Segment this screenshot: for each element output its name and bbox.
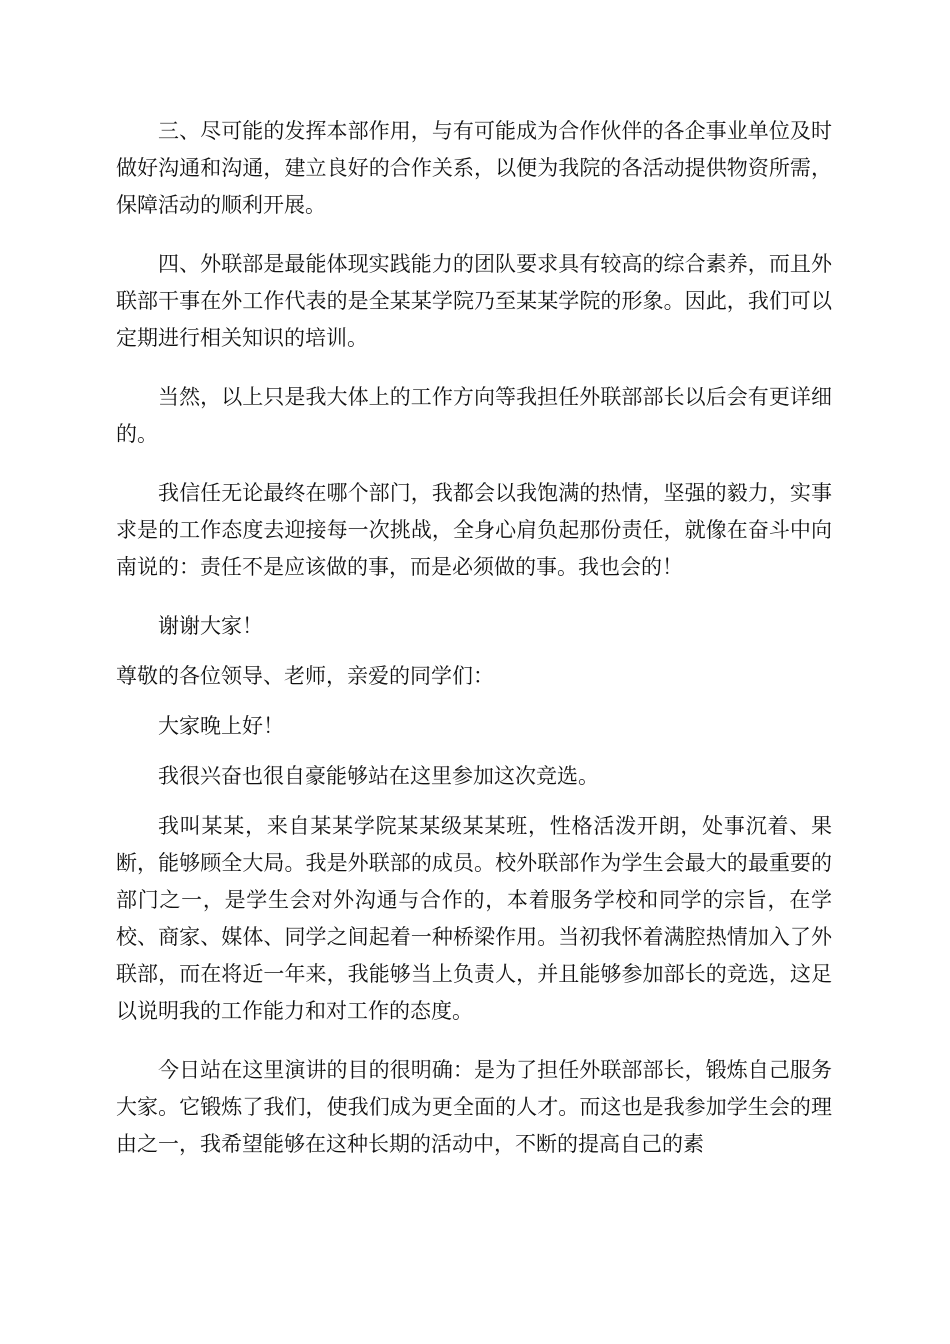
document-body: [116, 113, 832, 1185]
paragraph-thanks: 谢谢大家！: [158, 614, 263, 638]
paragraph-commitment: 我信任无论最终在哪个部门，我都会以我饱满的热情，坚强的毅力，实事求是的工作态度去迎接每一次挑战，全身心肩负起那份责任，就像在奋斗中向南说的：责任不是应该做的事，而是必须做的事。我也会的！: [116, 481, 832, 579]
paragraph-greeting: 大家晚上好！: [158, 714, 284, 738]
paragraph-salutation: 尊敬的各位领导、老师，亲爱的同学们：: [116, 664, 494, 688]
paragraph-excitement: 我很兴奋也很自豪能够站在这里参加这次竞选。: [158, 764, 599, 788]
paragraph-conclusion: 当然，以上只是我大体上的工作方向等我担任外联部部长以后会有更详细的。: [116, 385, 832, 446]
paragraph-4: 四、外联部是最能体现实践能力的团队要求具有较高的综合素养，而且外联部干事在外工作代表的是全某某学院乃至某某学院的形象。因此，我们可以定期进行相关知识的培训。: [116, 252, 832, 350]
paragraph-3: 三、尽可能的发挥本部作用，与有可能成为合作伙伴的各企事业单位及时做好沟通和沟通，建立良好的合作关系，以便为我院的各活动提供物资所需，保障活动的顺利开展。: [116, 119, 832, 217]
paragraph-introduction: 我叫某某，来自某某学院某某级某某班，性格活泼开朗，处事沉着、果断，能够顾全大局。我是外联部的成员。校外联部作为学生会最大的最重要的部门之一，是学生会对外沟通与合作的，本着服务学校和同学的宗旨，在学校、商家、媒体、同学之间起着一种桥梁作用。当初我怀着满腔热情加入了外联部，而在将近一年来，我能够当上负责人，并且能够参加部长的竞选，这足以说明我的工作能力和对工作的态度。: [116, 814, 832, 1023]
paragraph-purpose: 今日站在这里演讲的目的很明确：是为了担任外联部部长，锻炼自己服务大家。它锻炼了我们，使我们成为更全面的人才。而这也是我参加学生会的理由之一，我希望能够在这种长期的活动中，不断的提高自己的素: [116, 1058, 832, 1156]
